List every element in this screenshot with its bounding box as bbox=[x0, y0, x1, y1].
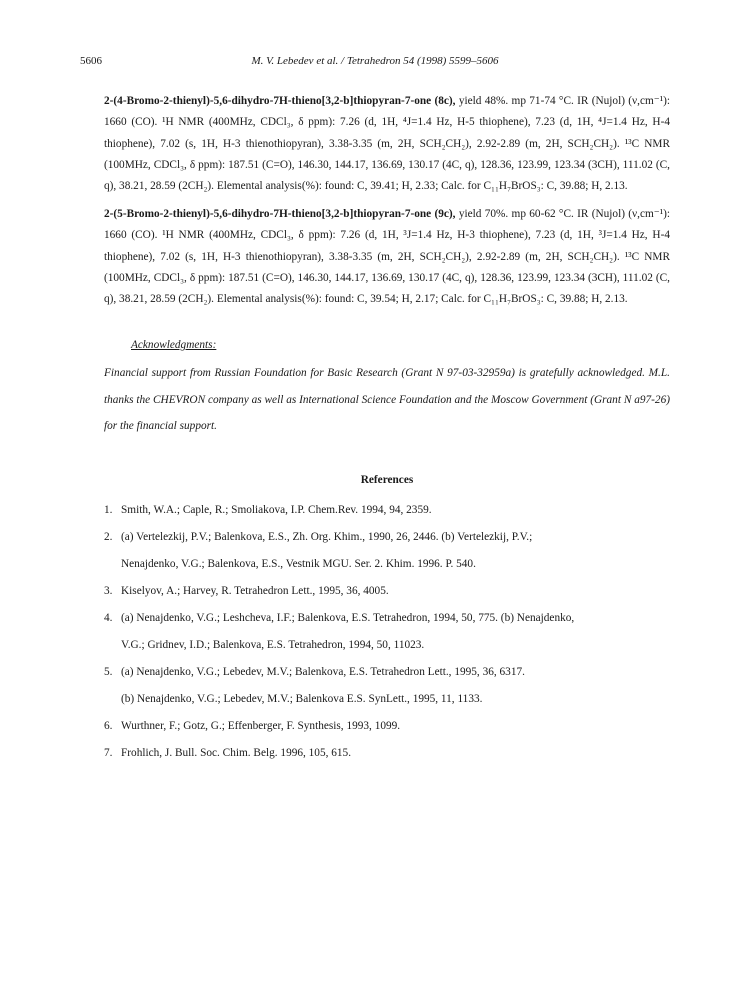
reference-number: 3. bbox=[104, 585, 113, 597]
references-title: References bbox=[360, 474, 414, 486]
compound-8c-paragraph bbox=[104, 91, 670, 197]
compound-8c-name: 2-(4-Bromo-2-thienyl)-5,6-dihydro-7H-thieno[3,2-b]thiopyran-7-one (8c), bbox=[104, 95, 456, 107]
reference-line: (a) Nenajdenko, V.G.; Lebedev, M.V.; Balenkova, E.S. Tetrahedron Lett., 1995, 36, 6317. bbox=[121, 666, 525, 678]
compound-9c-paragraph bbox=[104, 204, 670, 310]
reference-line: (a) Vertelezkij, P.V.; Balenkova, E.S., Zh. Org. Khim., 1990, 26, 2446. (b) Vertelezkij, P.V.; bbox=[121, 531, 533, 543]
reference-item bbox=[104, 524, 670, 578]
reference-line: (a) Nenajdenko, V.G.; Leshcheva, I.F.; Balenkova, E.S. Tetrahedron, 1994, 50, 775. (b) Nenajdenko, bbox=[121, 612, 575, 624]
running-title: M. V. Lebedev et al. / Tetrahedron 54 (1998) 5599–5606 bbox=[251, 55, 499, 67]
reference-item bbox=[104, 740, 670, 767]
reference-line: Wurthner, F.; Gotz, G.; Effenberger, F. Synthesis, 1993, 1099. bbox=[121, 720, 401, 732]
page-number: 5606 bbox=[80, 55, 102, 67]
reference-line: Frohlich, J. Bull. Soc. Chim. Belg. 1996, 105, 615. bbox=[121, 747, 352, 759]
reference-line: Nenajdenko, V.G.; Balenkova, E.S., Vestnik MGU. Ser. 2. Khim. 1996. P. 540. bbox=[121, 558, 476, 570]
reference-item bbox=[104, 713, 670, 740]
reference-number: 1. bbox=[104, 504, 113, 516]
reference-item bbox=[104, 497, 670, 524]
references-list bbox=[104, 497, 670, 767]
compound-8c-data: yield 48%. mp 71-74 °C. IR (Nujol) (ν,cm⁻¹): 1660 (CO). ¹H NMR (400MHz, CDCl₃, δ ppm): 7.26 (d, 1H, ⁴J=1.4 Hz, H-5 thiophene), 7.23 (d, 1H, ⁴J=1.4 Hz, H-4 thiophene), 7.02 (s, 1H, H-3 thienothiopyran), 3.38-3.35 (m, 2H, SCH₂CH₂), 2.92-2.89 (m, 2H, SCH₂CH₂). ¹³C NMR (100MHz, CDCl₃, δ ppm): 187.51 (C=O), 146.30, 144.17, 136.69, 130.17 (4C, q), 128.36, 123.99, 123.34 (3CH), 111.02 (C, q), 38.21, 28.59 (2CH₂). Elemental analysis(%): found: C, 39.41; H, 2.33; Calc. for C₁₁H₇BrOS₃: C, 39.88; H, 2.13. bbox=[104, 95, 671, 193]
reference-number: 6. bbox=[104, 720, 113, 732]
acknowledgments-heading: Acknowledgments: bbox=[131, 339, 217, 351]
reference-number: 2. bbox=[104, 531, 113, 543]
reference-number: 7. bbox=[104, 747, 113, 759]
reference-item bbox=[104, 659, 670, 713]
compound-9c-name: 2-(5-Bromo-2-thienyl)-5,6-dihydro-7H-thieno[3,2-b]thiopyran-7-one (9c), bbox=[104, 208, 456, 220]
reference-number: 4. bbox=[104, 612, 113, 624]
reference-line: Smith, W.A.; Caple, R.; Smoliakova, I.P. Chem.Rev. 1994, 94, 2359. bbox=[121, 504, 432, 516]
reference-item bbox=[104, 578, 670, 605]
reference-number: 5. bbox=[104, 666, 113, 678]
page-header bbox=[80, 55, 670, 71]
reference-line: V.G.; Gridnev, I.D.; Balenkova, E.S. Tetrahedron, 1994, 50, 11023. bbox=[121, 639, 425, 651]
reference-item bbox=[104, 605, 670, 659]
compound-9c-data: yield 70%. mp 60-62 °C. IR (Nujol) (ν,cm⁻¹): 1660 (CO). ¹H NMR (400MHz, CDCl₃, δ ppm): 7.26 (d, 1H, ³J=1.4 Hz, H-3 thiophene), 7.23 (d, 1H, ³J=1.4 Hz, H-4 thiophene), 7.02 (s, 1H, H-3 thienothiopyran), 3.38-3.35 (m, 2H, SCH₂CH₂), 2.92-2.89 (m, 2H, SCH₂CH₂). ¹³C NMR (100MHz, CDCl₃, δ ppm): 187.51 (C=O), 146.30, 144.17, 136.69, 130.17 (4C, q), 128.36, 123.99, 123.34 (3CH), 111.02 (C, q), 38.21, 28.59 (2CH₂). Elemental analysis(%): found: C, 39.54; H, 2.17; Calc. for C₁₁H₇BrOS₃: C, 39.88; H, 2.13. bbox=[104, 208, 671, 306]
acknowledgments-text: Financial support from Russian Foundation for Basic Research (Grant N 97-03-32959a) is gratefully acknowledged. M.L. thanks the CHEVRON company as well as International Science Foundation and the Moscow Government (Grant N a97-26) for the financial support. bbox=[104, 367, 670, 432]
reference-line: Kiselyov, A.; Harvey, R. Tetrahedron Lett., 1995, 36, 4005. bbox=[121, 585, 389, 597]
reference-line: (b) Nenajdenko, V.G.; Lebedev, M.V.; Balenkova E.S. SynLett., 1995, 11, 1133. bbox=[121, 693, 483, 705]
